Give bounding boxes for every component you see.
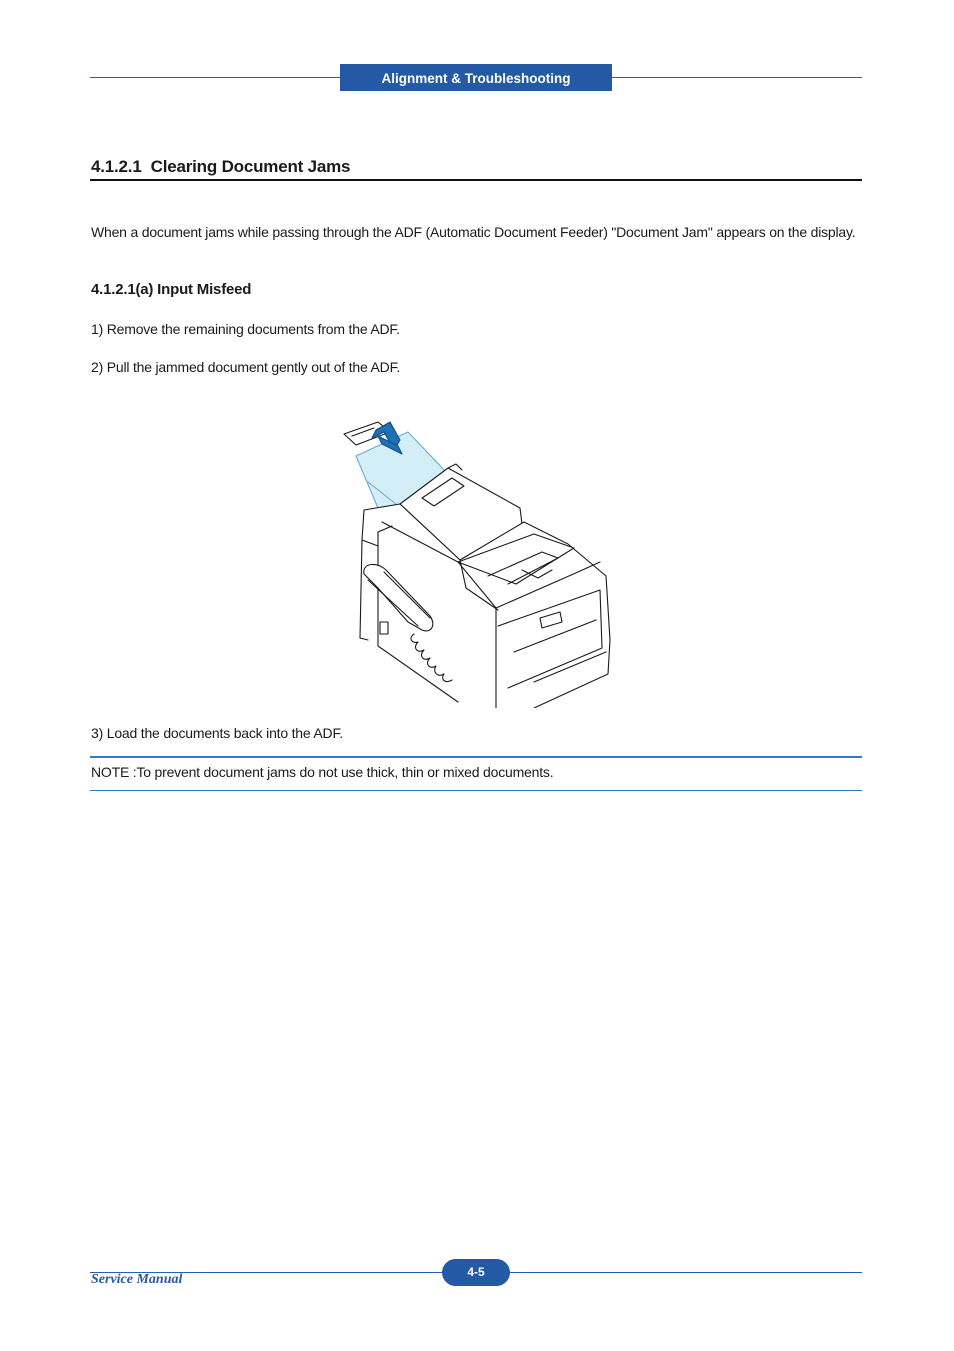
note-text: NOTE :To prevent document jams do not use thick, thin or mixed documents. (91, 764, 554, 780)
note-rule-top (90, 756, 862, 758)
subsection-title: 4.1.2.1(a) Input Misfeed (91, 281, 252, 298)
footer-label: Service Manual (91, 1272, 183, 1287)
intro-paragraph: When a document jams while passing through the ADF (Automatic Document Feeder) "Document Jam" appears on the display. (91, 224, 856, 240)
step-3: 3) Load the documents back into the ADF. (91, 725, 343, 741)
step-1: 1) Remove the remaining documents from the ADF. (91, 321, 400, 337)
page-number: 4-5 (442, 1259, 510, 1286)
printer-adf-jam-illustration (338, 412, 614, 708)
section-rule (90, 179, 862, 181)
section-title: 4.1.2.1 Clearing Document Jams (91, 157, 351, 176)
note-rule-bottom (90, 790, 862, 791)
step-2: 2) Pull the jammed document gently out of the ADF. (91, 359, 401, 375)
header-tab: Alignment & Troubleshooting (340, 64, 612, 91)
